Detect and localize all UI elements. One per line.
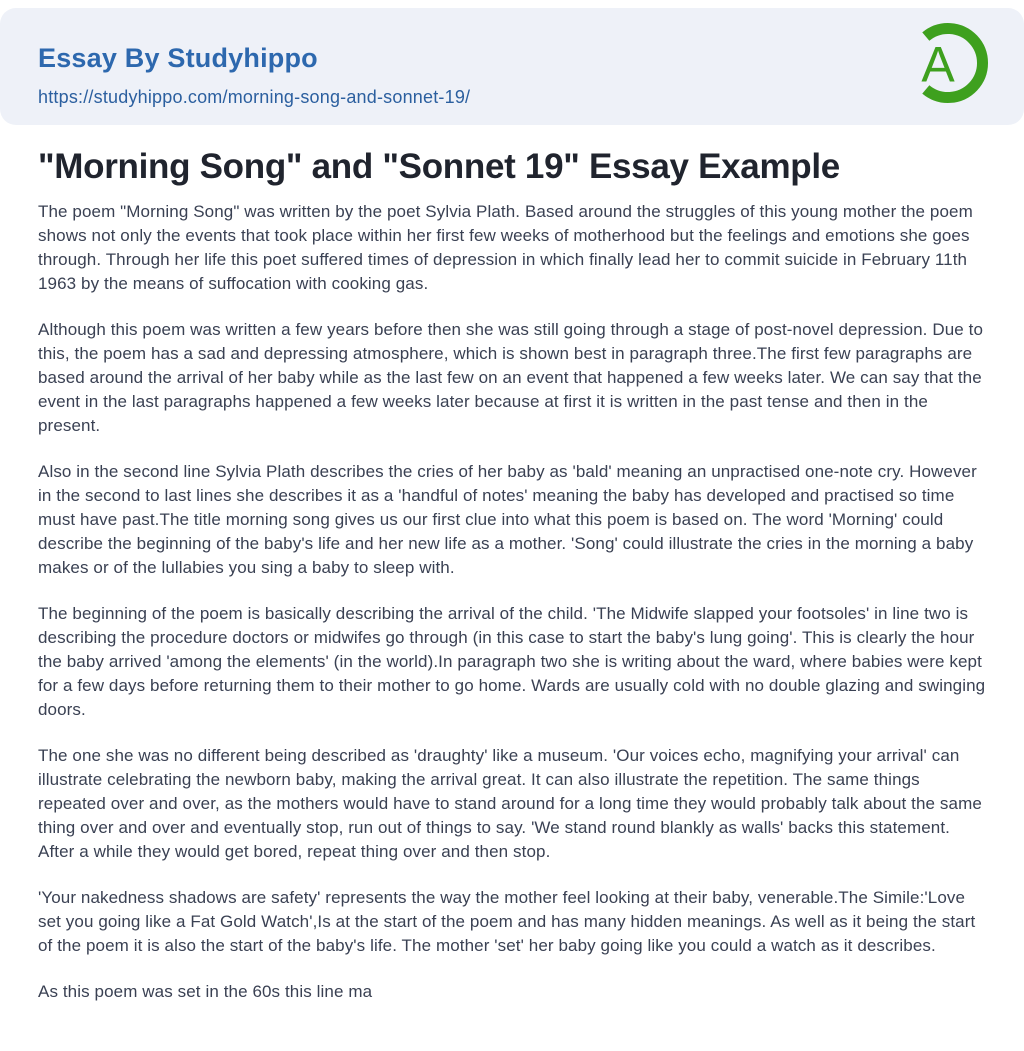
logo-letter: A <box>921 36 955 93</box>
studyhippo-logo <box>906 21 990 105</box>
essay-paragraph: The beginning of the poem is basically describing the arrival of the child. 'The Midwife slapped your footsoles' in line two is describing the procedure doctors or midwifes go through (in this case to start the baby's lung going'. This is clearly the hour the baby arrived 'among the elements' (in the world).In paragraph two she is writing about the ward, where babies were kept for a few days before returning them to their mother to go home. Wards are usually cold with no double glazing and swinging doors. <box>38 603 986 719</box>
essay-paragraph: 'Your nakedness shadows are safety' represents the way the mother feel looking at their baby, venerable.The Simile:'Love set you going like a Fat Gold Watch',Is at the start of the poem and has many hidden meanings. As well as it being the start of the poem it is also the start of the baby's life. The mother 'set' her baby going like you could a watch as it describes. <box>38 887 976 955</box>
essay-paragraph: The poem "Morning Song" was written by the poet Sylvia Plath. Based around the struggles of this young mother the poem shows not only the events that took place within her first few weeks of motherhood but the feelings and emotions she goes through. Through her life this poet suffered times of depression in which finally lead her to commit suicide in February 11th 1963 by the means of suffocation with cooking gas. <box>38 201 973 293</box>
page-url-link[interactable]: https://studyhippo.com/morning-song-and-sonnet-19/ <box>38 86 471 107</box>
essay-paragraph: As this poem was set in the 60s this line ma <box>38 981 373 1001</box>
essay-paragraph: The one she was no different being described as 'draughty' like a museum. 'Our voices echo, magnifying your arrival' can illustrate celebrating the newborn baby, making the arrival great. It can also illustrate the repetition. The same things repeated over and over, as the mothers would have to stand around for a long time they would probably talk about the same thing over and over and eventually stop, run out of things to say. 'We stand round blankly as walls' backs this statement. After a while they would get bored, repeat thing over and then stop. <box>38 745 982 861</box>
essay-page <box>0 148 1024 1004</box>
site-title: Essay By Studyhippo <box>38 43 318 73</box>
logo-ring-icon <box>906 21 990 105</box>
header <box>0 8 1024 125</box>
article-title: "Morning Song" and "Sonnet 19" Essay Example <box>38 147 840 186</box>
article-body <box>38 200 986 1004</box>
essay-paragraph: Although this poem was written a few years before then she was still going through a stage of post-novel depression. Due to this, the poem has a sad and depressing atmosphere, which is shown best in paragraph three.The first few paragraphs are based around the arrival of her baby while as the last few on an event that happened a few weeks later. We can say that the event in the last paragraphs happened a few weeks later because at first it is written in the past tense and then in the present. <box>38 319 983 435</box>
essay-paragraph: Also in the second line Sylvia Plath describes the cries of her baby as 'bald' meaning an unpractised one-note cry. However in the second to last lines she describes it as a 'handful of notes' meaning the baby has developed and practised so time must have past.The title morning song gives us our first clue into what this poem is based on. The word 'Morning' could describe the beginning of the baby's life and her new life as a mother. 'Song' could illustrate the cries in the morning a baby makes or of the lullabies you sing a baby to sleep with. <box>38 461 977 577</box>
